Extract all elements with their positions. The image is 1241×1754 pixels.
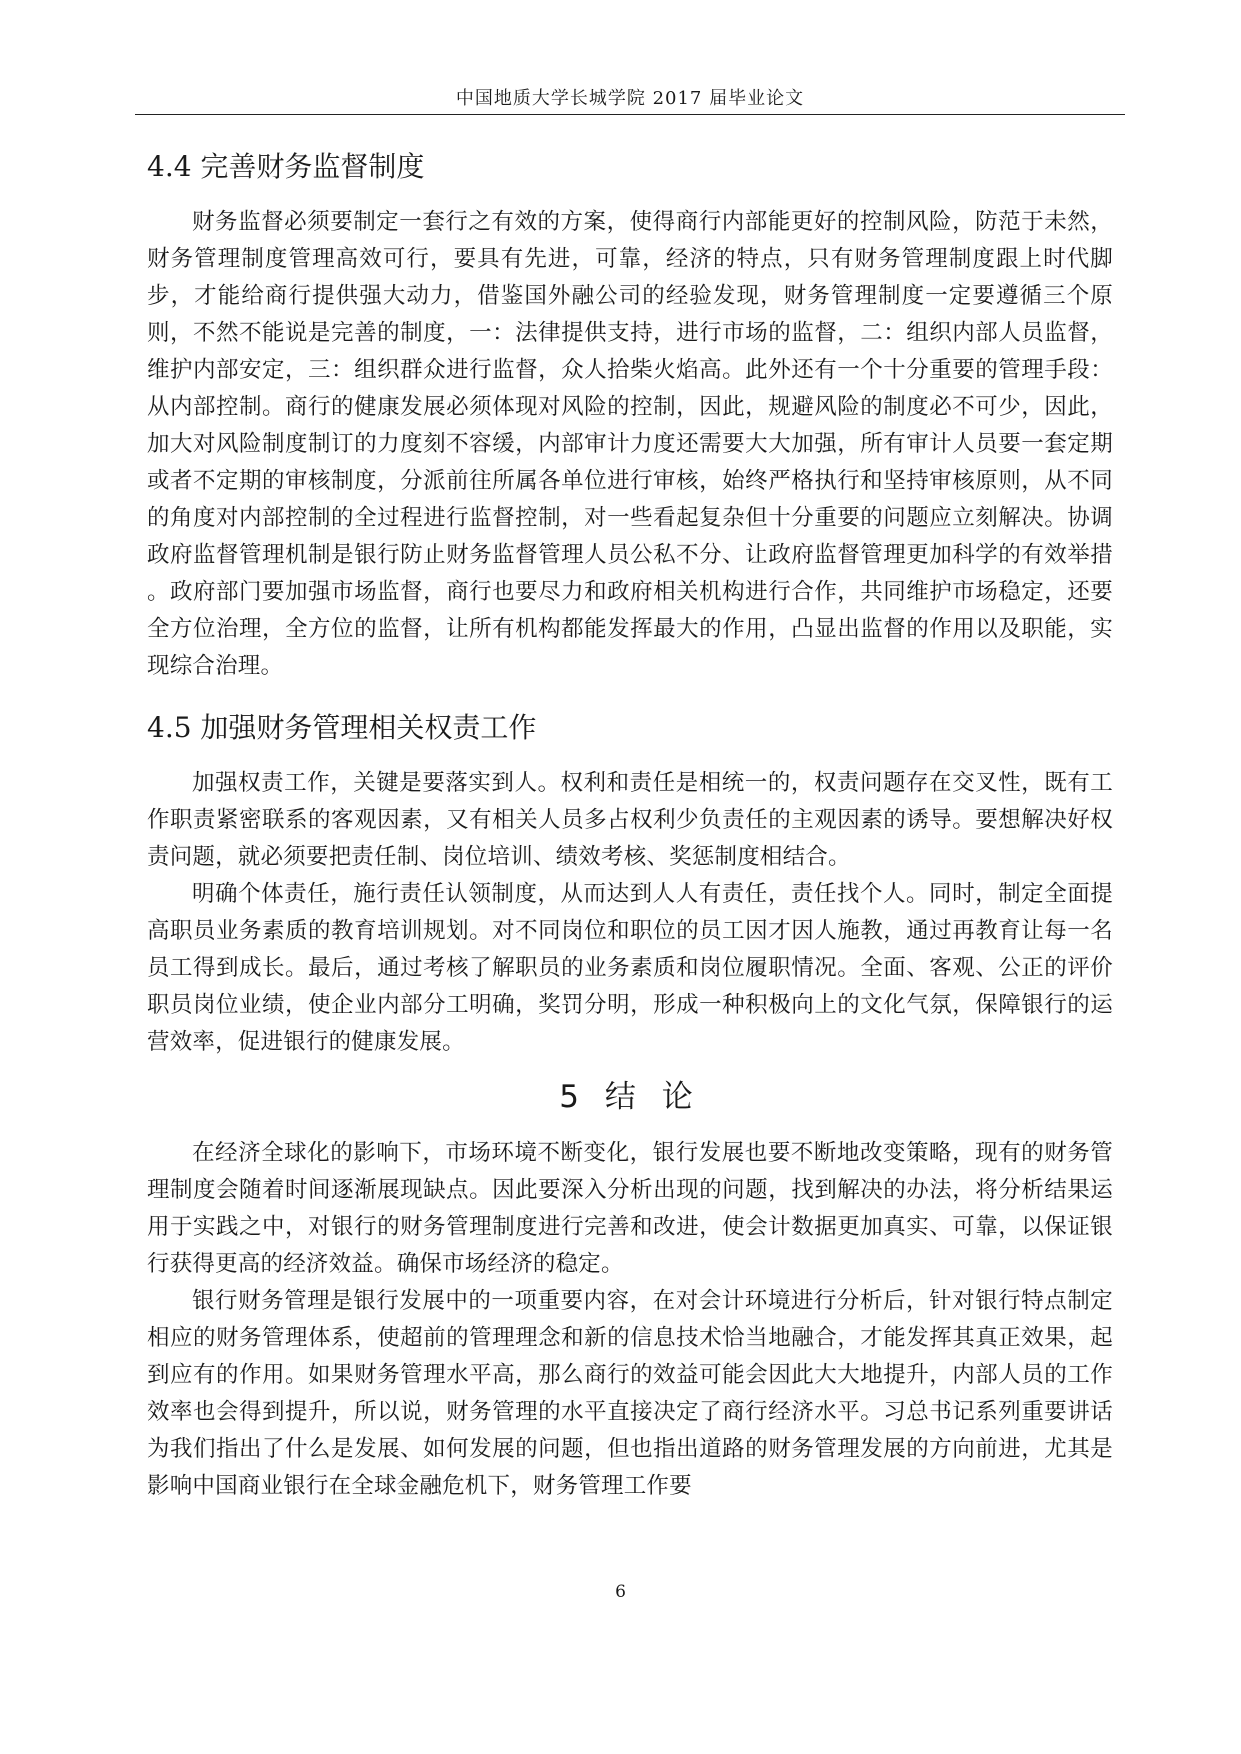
section-heading-4-4: 4.4 完善财务监督制度 [147, 150, 425, 183]
header-divider [135, 114, 1125, 115]
paragraph: 财务监督必须要制定一套行之有效的方案，使得商行内部能更好的控制风险，防范于未然，财务管理制度管理高效可行，要具有先进，可靠，经济的特点，只有财务管理制度跟上时代脚步，才能给商行提供强大动力，借鉴国外融公司的经验发现，财务管理制度一定要遵循三个原则，不然不能说是完善的制度，一：法律提供支持，进行市场的监督，二：组织内部人员监督，维护内部安定，三：组织群众进行监督，众人拾柴火焰高。此外还有一个十分重要的管理手段：从内部控制。商行的健康发展必须体现对风险的控制，因此，规避风险的制度必不可少，因此，加大对风险制度制订的力度刻不容缓，内部审计力度还需要大大加强，所有审计人员要一套定期或者不定期的审核制度，分派前往所属各单位进行审核，始终严格执行和坚持审核原则，从不同的角度对内部控制的全过程进行监督控制，对一些看起复杂但十分重要的问题应立刻解决。协调政府监督管理机制是银行防止财务监督管理人员公私不分、让政府监督管理更加科学的有效举措 。政府部门要加强市场监督，商行也要尽力和政府相关机构进行合作，共同维护市场稳定，还要全方位治理，全方位的监督，让所有机构都能发挥最大的作用，凸显出监督的作用以及职能，实现综合治理。 [147, 209, 1113, 679]
paragraph: 在经济全球化的影响下，市场环境不断变化，银行发展也要不断地改变策略，现有的财务管理制度会随着时间逐渐展现缺点。因此要深入分析出现的问题，找到解决的办法，将分析结果运用于实践之中，对银行的财务管理制度进行完善和改进，使会计数据更加真实、可靠，以保证银行获得更高的经济效益。确保市场经济的稳定。 [147, 1140, 1113, 1277]
page-number: 6 [615, 1582, 626, 1602]
chapter-heading-conclusion: 5 结 论 [559, 1079, 701, 1115]
page-header: 中国地质大学长城学院 2017 届毕业论文 [455, 88, 805, 109]
document-body [147, 138, 1113, 1505]
section-heading-4-5: 4.5 加强财务管理相关权责工作 [147, 711, 537, 744]
paragraph: 加强权责工作，关键是要落实到人。权利和责任是相统一的，权责问题存在交叉性，既有工作职责紧密联系的客观因素，又有相关人员多占权利少负责任的主观因素的诱导。要想解决好权责问题，就必须要把责任制、岗位培训、绩效考核、奖惩制度相结合。 [147, 770, 1113, 870]
paragraph: 明确个体责任，施行责任认领制度，从而达到人人有责任，责任找个人。同时，制定全面提高职员业务素质的教育培训规划。对不同岗位和职位的员工因才因人施教，通过再教育让每一名员工得到成长。最后，通过考核了解职员的业务素质和岗位履职情况。全面、客观、公正的评价职员岗位业绩，使企业内部分工明确，奖罚分明，形成一种积极向上的文化气氛，保障银行的运营效率，促进银行的健康发展。 [147, 881, 1113, 1055]
paragraph: 银行财务管理是银行发展中的一项重要内容，在对会计环境进行分析后，针对银行特点制定相应的财务管理体系，使超前的管理理念和新的信息技术恰当地融合，才能发挥其真正效果，起到应有的作用。如果财务管理水平高，那么商行的效益可能会因此大大地提升，内部人员的工作效率也会得到提升，所以说，财务管理的水平直接决定了商行经济水平。习总书记系列重要讲话为我们指出了什么是发展、如何发展的问题，但也指出道路的财务管理发展的方向前进，尤其是影响中国商业银行在全球金融危机下，财务管理工作要 [147, 1288, 1113, 1499]
